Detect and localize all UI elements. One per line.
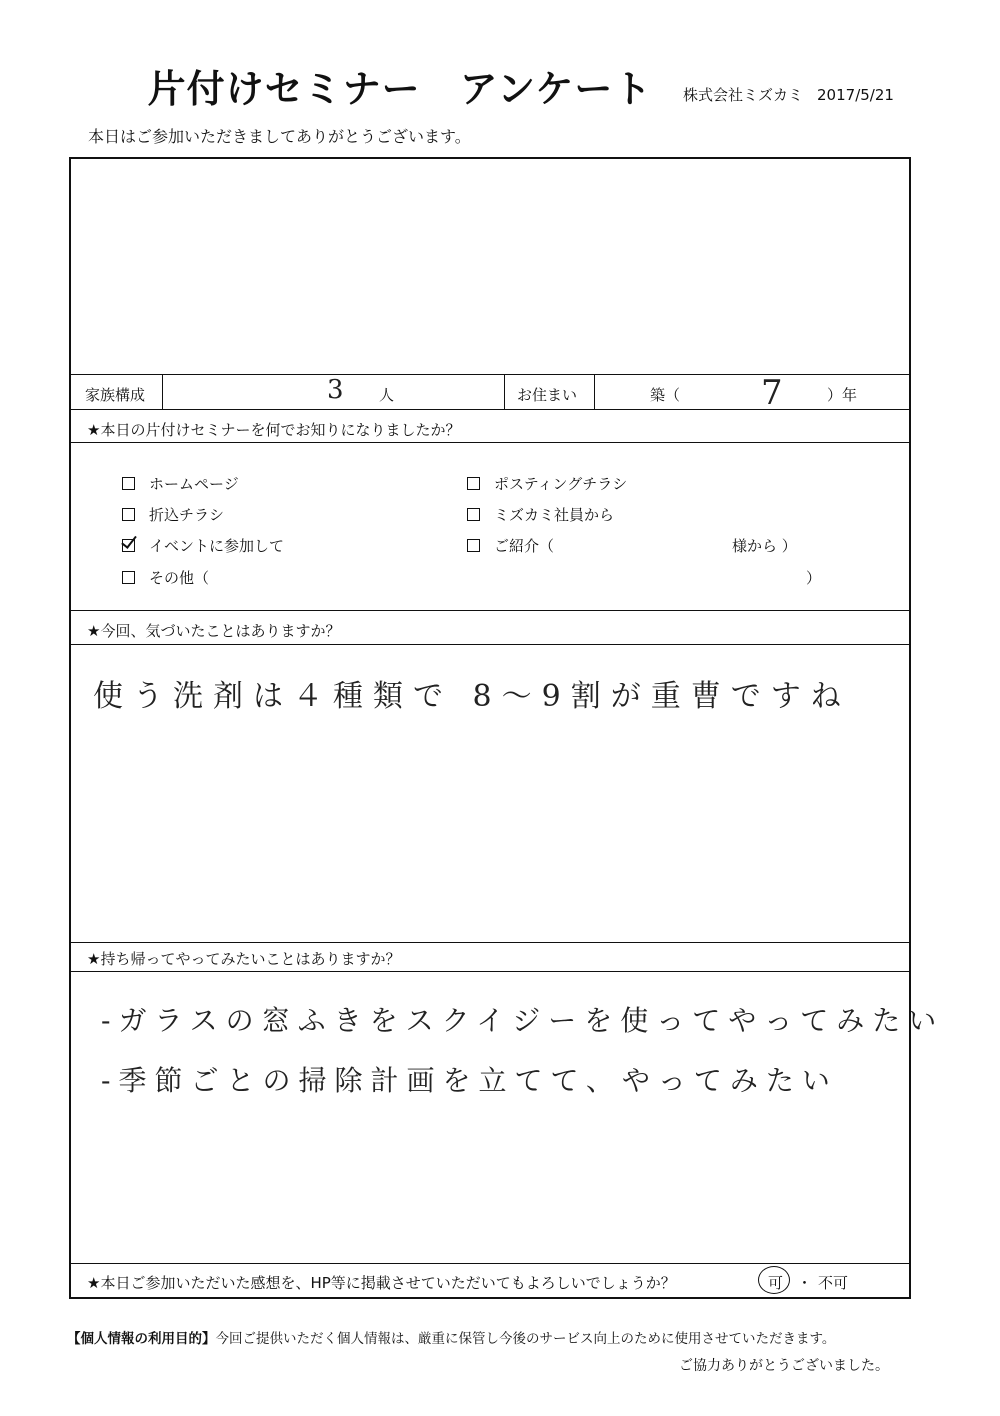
checkbox[interactable]	[467, 477, 480, 490]
option-posting-flyer[interactable]: ポスティングチラシ	[467, 473, 627, 494]
consent-allow[interactable]: 可	[768, 1274, 784, 1292]
thanks-text: ご協力ありがとうございました。	[679, 1358, 889, 1374]
answer-try-line-1[interactable]: -ガラスの窓ふきをスクイジーを使ってやってみたい	[101, 1004, 945, 1037]
option-newspaper-insert[interactable]: 折込チラシ	[122, 504, 224, 525]
page-title: 片付けセミナー アンケート	[147, 67, 653, 111]
answer-noticed[interactable]: 使う洗剤は４種類で 8〜9割が重曹ですね	[93, 679, 851, 714]
selected-circle-mark	[758, 1266, 790, 1294]
greeting-text: 本日はご参加いただきましてありがとうございます。	[88, 127, 471, 146]
answer-try-line-2[interactable]: -季節ごとの掃除計画を立てて、やってみたい	[101, 1064, 838, 1097]
question-source: ★本日の片付けセミナーを何でお知りになりましたか？	[87, 421, 461, 439]
referral-suffix: 様から ）	[732, 537, 797, 555]
consent-deny[interactable]: 不可	[818, 1274, 849, 1292]
question-try-at-home: ★持ち帰ってやってみたいことはありますか？	[87, 950, 401, 968]
checkbox[interactable]	[122, 477, 135, 490]
residence-label: お住まい	[517, 386, 578, 404]
survey-date: 2017/5/21	[817, 86, 894, 104]
divider	[71, 409, 909, 410]
household-label: 家族構成	[85, 386, 146, 404]
building-age-prefix: 築（	[650, 386, 681, 404]
building-age-suffix: ）年	[827, 386, 858, 404]
option-homepage[interactable]: ホームページ	[122, 473, 239, 494]
checkbox[interactable]	[122, 508, 135, 521]
other-close-paren: ）	[806, 569, 822, 587]
checkbox[interactable]	[122, 571, 135, 584]
consent-separator: ・	[797, 1274, 813, 1292]
divider	[71, 942, 909, 943]
divider	[71, 610, 909, 611]
divider	[71, 442, 909, 443]
privacy-text: 今回ご提供いただく個人情報は、厳重に保管し今後のサービス向上のために使用させていただきます。	[215, 1331, 836, 1347]
company-info	[683, 84, 894, 105]
privacy-notice	[67, 1327, 835, 1347]
divider	[71, 971, 909, 972]
question-noticed: ★今回、気づいたことはありますか？	[87, 622, 341, 640]
divider	[594, 374, 595, 409]
divider	[71, 644, 909, 645]
question-publish-consent: ★本日ご参加いただいた感想を、HP等に掲載させていただいてもよろしいでしょうか？	[87, 1274, 676, 1292]
survey-form	[69, 157, 945, 1299]
divider	[71, 1263, 909, 1264]
household-count[interactable]: 3	[327, 375, 348, 405]
checkbox-checked[interactable]	[122, 539, 135, 552]
checkbox[interactable]	[467, 508, 480, 521]
option-employee[interactable]: ミズカミ社員から	[467, 504, 614, 525]
household-unit: 人	[379, 386, 395, 404]
divider	[504, 374, 505, 409]
building-age-value[interactable]: 7	[761, 373, 787, 413]
option-referral[interactable]: ご紹介（	[467, 535, 554, 556]
option-other[interactable]: その他（	[122, 567, 209, 588]
company-name: 株式会社ミズカミ	[683, 86, 804, 104]
checkbox[interactable]	[467, 539, 480, 552]
divider	[162, 374, 163, 409]
option-event[interactable]: イベントに参加して	[122, 535, 284, 556]
privacy-title: 【個人情報の利用目的】	[67, 1331, 216, 1347]
